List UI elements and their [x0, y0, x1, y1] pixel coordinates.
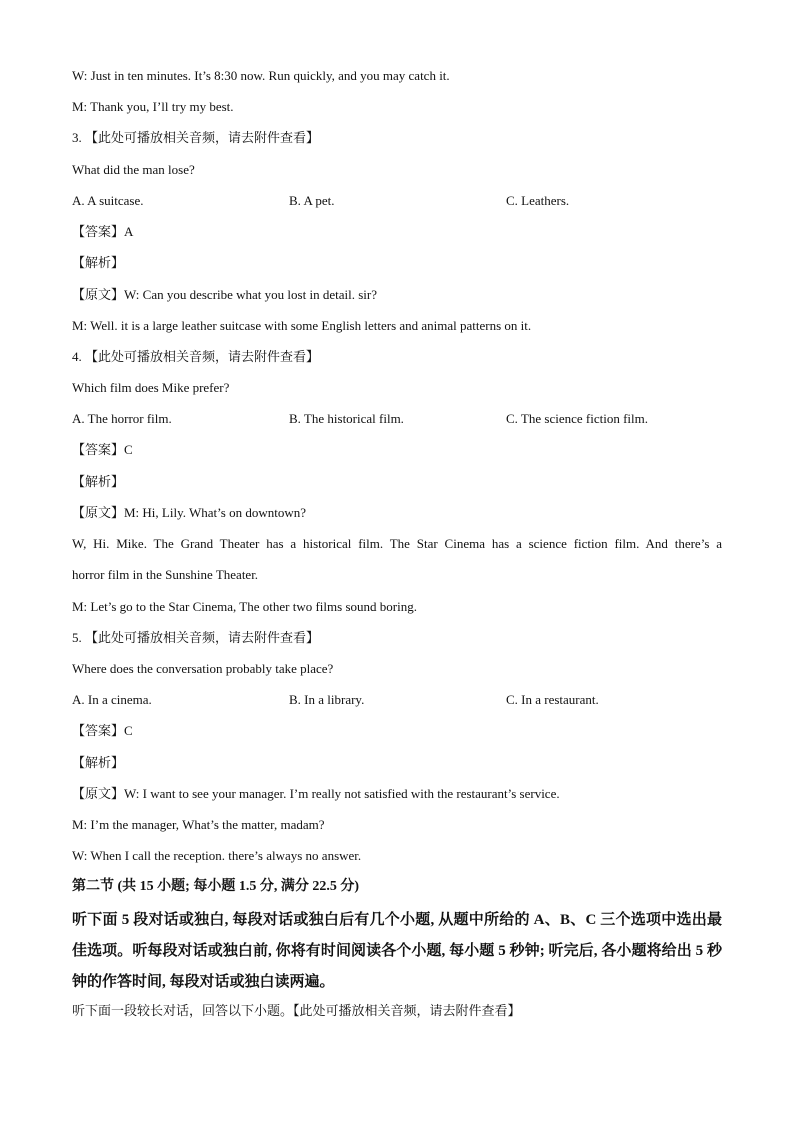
- question-4-analysis: 【解析】: [72, 474, 125, 489]
- question-3-analysis: 【解析】: [72, 255, 125, 270]
- question-4-option-c: C. The science fiction film.: [506, 411, 648, 426]
- question-5-option-b: B. In a library.: [289, 692, 365, 707]
- question-5-script-line: M: I’m the manager, What’s the matter, madam?: [72, 817, 325, 832]
- question-3-text: What did the man lose?: [72, 162, 195, 177]
- question-5-option-c: C. In a restaurant.: [506, 692, 599, 707]
- question-5-analysis: 【解析】: [72, 755, 125, 770]
- question-4-option-b: B. The historical film.: [289, 411, 404, 426]
- question-5-script-line: 【原文】W: I want to see your manager. I’m really not satisfied with the restaurant’s service.: [72, 786, 560, 801]
- section-instructions: 听下面 5 段对话或独白, 每段对话或独白后有几个小题, 从题中所给的 A、B、C 三个选项中选出最佳选项。听每段对话或独白前, 你将有时间阅读各个小题, 每小题 5 秒钟; 听完后, 各小题将给出 5 秒钟的作答时间, 每段对话或独白读两遍。: [72, 912, 722, 990]
- question-5-option-a: A. In a cinema.: [72, 692, 152, 707]
- question-4-script-line: M: Let’s go to the Star Cinema, The other two films sound boring.: [72, 599, 417, 614]
- question-3-option-a: A. A suitcase.: [72, 193, 144, 208]
- question-3-header: 3. 【此处可播放相关音频，请去附件查看】: [72, 130, 320, 145]
- question-5-answer: 【答案】C: [72, 723, 133, 738]
- dialogue-line: W: Just in ten minutes. It’s 8:30 now. Run quickly, and you may catch it.: [72, 68, 450, 83]
- question-3-option-c: C. Leathers.: [506, 193, 570, 208]
- question-4-script-line: 【原文】M: Hi, Lily. What’s on downtown?: [72, 505, 306, 520]
- question-3-script-line: 【原文】W: Can you describe what you lost in detail. sir?: [72, 287, 377, 302]
- question-4-answer: 【答案】C: [72, 442, 133, 457]
- question-4-header: 4. 【此处可播放相关音频，请去附件查看】: [72, 349, 320, 364]
- question-3-option-b: B. A pet.: [289, 193, 335, 208]
- question-4-script-line: horror film in the Sunshine Theater.: [72, 567, 259, 582]
- question-5-text: Where does the conversation probably take place?: [72, 661, 334, 676]
- question-3-answer: 【答案】A: [72, 224, 134, 239]
- question-5-header: 5. 【此处可播放相关音频，请去附件查看】: [72, 630, 320, 645]
- question-4-option-a: A. The horror film.: [72, 411, 172, 426]
- section-title: 第二节 (共 15 小题; 每小题 1.5 分, 满分 22.5 分): [72, 879, 359, 894]
- question-4-text: Which film does Mike prefer?: [72, 380, 230, 395]
- dialogue-line: M: Thank you, I’ll try my best.: [72, 99, 234, 114]
- question-3-script-line: M: Well. it is a large leather suitcase with some English letters and animal patterns on it.: [72, 318, 532, 333]
- question-4-script-line: W, Hi. Mike. The Grand Theater has a historical film. The Star Cinema has a science fiction film. And there’s a: [72, 536, 722, 551]
- listening-prompt: 听下面一段较长对话，回答以下小题。【此处可播放相关音频，请去附件查看】: [72, 1003, 521, 1018]
- question-5-script-line: W: When I call the reception. there’s always no answer.: [72, 848, 362, 863]
